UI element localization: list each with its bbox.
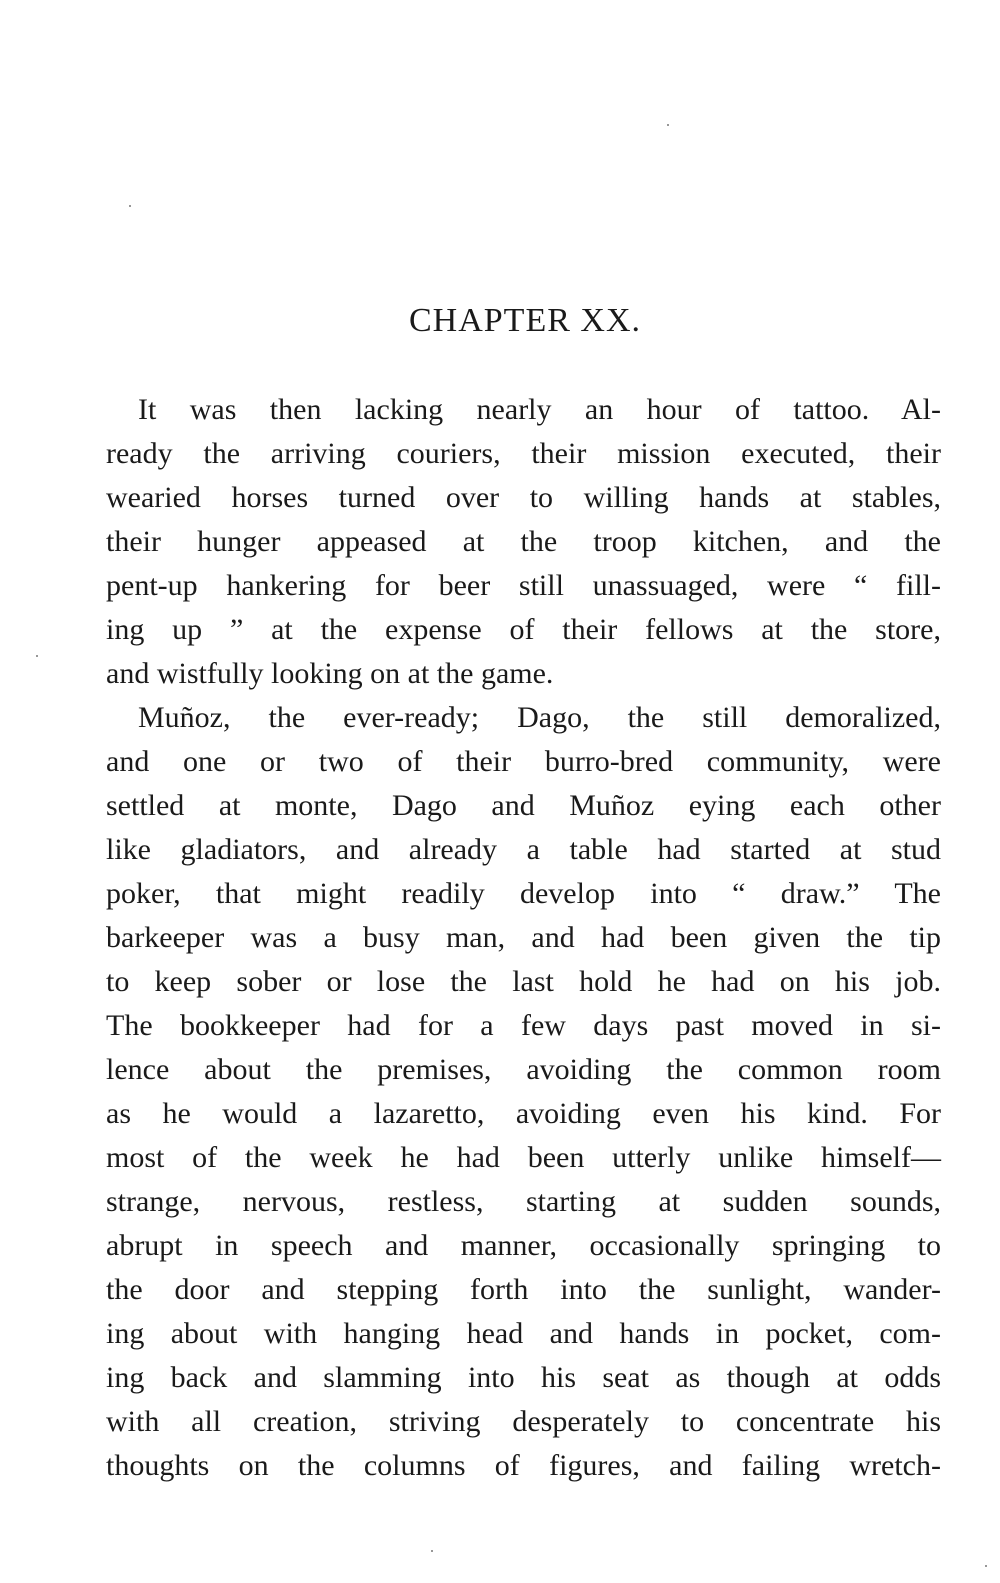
paper-speck: [985, 1565, 987, 1567]
text-line: The bookkeeper had for a few days past moved in si-: [106, 1009, 941, 1042]
text-line: with all creation, striving desperately to concentrate his: [106, 1405, 941, 1438]
chapter-body-text: [106, 388, 941, 1488]
text-line: lence about the premises, avoiding the common room: [106, 1053, 941, 1086]
text-line: and one or two of their burro-bred community, were: [106, 745, 941, 778]
text-line: ing up ” at the expense of their fellows at the store,: [106, 613, 941, 646]
text-line: as he would a lazaretto, avoiding even his kind. For: [106, 1097, 941, 1130]
text-line: It was then lacking nearly an hour of tattoo. Al-: [138, 393, 941, 426]
paper-speck: [129, 205, 131, 207]
text-line: settled at monte, Dago and Muñoz eying each other: [106, 789, 941, 822]
text-line: wearied horses turned over to willing hands at stables,: [106, 481, 941, 514]
text-line: to keep sober or lose the last hold he had on his job.: [106, 965, 941, 998]
text-line: strange, nervous, restless, starting at sudden sounds,: [106, 1185, 941, 1218]
text-line: barkeeper was a busy man, and had been given the tip: [106, 921, 941, 954]
text-line: their hunger appeased at the troop kitchen, and the: [106, 525, 941, 558]
paper-speck: [667, 124, 669, 126]
text-line: ready the arriving couriers, their mission executed, their: [106, 437, 941, 470]
text-line: poker, that might readily develop into “ draw.” The: [106, 877, 941, 910]
text-line: Muñoz, the ever-ready; Dago, the still demoralized,: [138, 701, 941, 734]
text-line: and wistfully looking on at the game.: [106, 657, 554, 690]
text-line: ing about with hanging head and hands in pocket, com-: [106, 1317, 941, 1350]
text-line: abrupt in speech and manner, occasionally springing to: [106, 1229, 941, 1262]
chapter-heading: CHAPTER XX.: [408, 302, 642, 339]
text-line: like gladiators, and already a table had started at stud: [106, 833, 941, 866]
text-line: pent-up hankering for beer still unassuaged, were “ fill-: [106, 569, 941, 602]
paper-speck: [36, 655, 38, 657]
text-line: the door and stepping forth into the sunlight, wander-: [106, 1273, 941, 1306]
text-line: thoughts on the columns of figures, and failing wretch-: [106, 1449, 941, 1482]
text-line: most of the week he had been utterly unlike himself—: [106, 1141, 941, 1174]
text-line: ing back and slamming into his seat as though at odds: [106, 1361, 941, 1394]
paper-speck: [431, 1550, 433, 1552]
